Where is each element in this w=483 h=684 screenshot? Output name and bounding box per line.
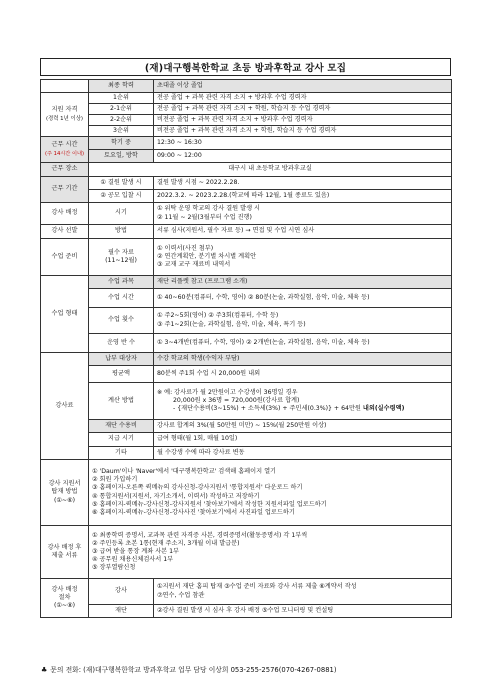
- foundation-sub: 재단: [89, 605, 154, 618]
- table-row: [41, 447, 452, 460]
- table-row: [41, 190, 452, 203]
- subject-sub: 수업 과목: [89, 276, 154, 289]
- class-time-value: ① 40~60분(컴퓨터, 수학, 영어) ② 80분(논술, 과학실험, 음악, 미술, 체육 등): [154, 289, 452, 308]
- table-row: [41, 150, 452, 163]
- table-row: 강사 배정 시기 ① 위탁 운영 학교의 강사 결원 발생 시 ② 11월 ~ 2월(3월부터 수업 진행): [41, 203, 452, 225]
- class-time-sub: 수업 시간: [89, 289, 154, 308]
- selection-label: 강사 선발: [41, 225, 89, 239]
- education-value: 초대졸 이상 졸업: [154, 80, 452, 93]
- class-form-label: 수업 형태: [41, 276, 89, 353]
- pay-label: 강사료: [41, 353, 89, 460]
- work-time-value: 09:00 ~ 12:00: [154, 150, 452, 163]
- table-row: 강사 지원서 탑재 방법 (①~⑥) ① 'Daum'이나 'Naver'에서 '대구행복한학교' 검색해 홈페이지 열기 ② 회원 가입하기 ③ 홈페이지-오른쪽 퀵메뉴의 강사신청-강사지원서 '통합지원서' 다운로드 하기 ④ 통합지원서(지원서, 자기소개서, 이력서) 작성하고 저장하기 ⑤ 홈페이지-퀵메뉴-강사신청-강사지원서 '찾아보기'에서 작성한 지원서파일 업로드하기 ⑥ 홈페이지-퀵메뉴-강사신청-강사사진 '찾아보기'에서 사진파일 업로드하기: [41, 460, 452, 526]
- document-title: (재)대구행복한학교 초등 방과후학교 강사 모집: [40, 58, 451, 76]
- fee-sub: 재단 수용비: [89, 420, 154, 433]
- rank-text: 전공 졸업 + 과목 관련 자격 소지 + 학원, 학습지 등 수업 경력자: [154, 104, 452, 115]
- average-sub: 평균액: [89, 366, 154, 383]
- work-period-label: 근무 기간: [41, 177, 89, 203]
- etc-sub: 기타: [89, 447, 154, 460]
- operation-sub: 운영 반 수: [89, 334, 154, 353]
- contact-footer: [41, 664, 461, 674]
- table-row: 수업 횟수 ① 주2~5회(영어) ② 주3회(컴퓨터, 수학 등) ③ 주1~2회(논술, 과학실험, 음악, 미술, 체육, 특기 등): [41, 308, 452, 334]
- rank-text: 비전공 졸업 + 과목 관련 자격 소지 + 방과후 수업 경력자: [154, 115, 452, 126]
- qualification-label: 지원 자격 (경력 1년 이상): [41, 93, 89, 137]
- table-row: 수업 준비 필수 자료 (11~12월) ① 이력서(사진 첨부) ② 연간계획안, 분기별 차시별 계획안 ③ 교재 교구 재료비 내역서: [41, 239, 452, 276]
- table-row: [41, 93, 452, 104]
- table-row: [41, 353, 452, 366]
- work-place-value: 대구시 내 초등학교 방과후교실: [89, 163, 452, 177]
- rank-text: 비전공 졸업 + 과목 관련 자격 소지 + 학원, 학습지 등 수업 경력자: [154, 126, 452, 137]
- rank-label: 1순위: [89, 93, 154, 104]
- table-row: [41, 163, 452, 177]
- average-value: 80분씩 주1회 수업 시 20,000원 내외: [154, 366, 452, 383]
- work-period-value: 결원 발생 시점 ~ 2022.2.28.: [154, 177, 452, 190]
- fee-value: 강사료 합계의 3%(월 50만원 미만) ~ 15%(월 250만원 이상): [154, 420, 452, 433]
- rank-text: 전공 졸업 + 과목 관련 자격 소지 + 방과후 수업 경력자: [154, 93, 452, 104]
- work-period-sub: ② 공모 입찰 시: [89, 190, 154, 203]
- class-count-sub: 수업 횟수: [89, 308, 154, 334]
- subject-value: 재단 리플렛 참고 (프로그램 소개): [154, 276, 452, 289]
- table-row: [41, 104, 452, 115]
- docs-label: 강사 배정 후 제출 서류: [41, 526, 89, 579]
- table-row: 강사 배정 절차 (①~⑧) 강사 ①지원서 재단 홈피 탑재 ③수업 준비 자료와 강사 서류 제출 ⑥계약서 작성 ⑦연수, 수업 참관: [41, 579, 452, 605]
- table-row: [41, 334, 452, 353]
- table-row: [41, 433, 452, 447]
- table-row: [41, 420, 452, 433]
- payer-value: 수강 학교의 학생(수익자 부담): [154, 353, 452, 366]
- rank-label: 2-2순위: [89, 115, 154, 126]
- rank-label: 3순위: [89, 126, 154, 137]
- instructor-sub: 강사: [89, 579, 154, 605]
- table-row: [41, 289, 452, 308]
- payer-sub: 납부 대상자: [89, 353, 154, 366]
- club-icon: ♣: [41, 666, 48, 674]
- table-row: [41, 115, 452, 126]
- selection-sub: 방법: [89, 225, 154, 239]
- recruitment-table: [40, 79, 452, 618]
- apply-label: 강사 지원서 탑재 방법 (①~⑥): [41, 460, 89, 526]
- work-place-label: 근무 장소: [41, 163, 89, 177]
- selection-value: 서류 심사(지원서, 필수 자료 등) → 면접 및 수업 시연 심사: [154, 225, 452, 239]
- table-row: [41, 177, 452, 190]
- table-row: 계산 방법 ※ 예: 강사료가 월 2만원이고 수강생이 36명일 경우 20,000원 x 36명 = 720,000원(강사료 합계) - {재단수용비(3~15%) + 소득세(3%) + 주민세(0.3%)} + 64만원 내외(실수령액): [41, 383, 452, 420]
- rank-label: 2-1순위: [89, 104, 154, 115]
- work-time-sub: 학기 중: [89, 137, 154, 150]
- work-time-value: 12:30 ~ 16:30: [154, 137, 452, 150]
- foundation-value: ②강사 결원 발생 시 심사 후 강사 배정 ⑤수업 모니터링 및 컨설팅: [154, 605, 452, 618]
- table-row: [41, 80, 452, 93]
- education-label: 최종 학력: [89, 80, 154, 93]
- table-row: [41, 276, 452, 289]
- etc-value: 월 수강생 수에 따라 강사료 변동: [154, 447, 452, 460]
- table-row: [41, 605, 452, 618]
- operation-value: ① 3~4개반(컴퓨터, 수학, 영어) ② 2개반(논술, 과학실험, 음악, 미술, 체육 등): [154, 334, 452, 353]
- payday-sub: 지급 시기: [89, 433, 154, 447]
- prep-sub: 필수 자료 (11~12월): [89, 239, 154, 276]
- table-row: [41, 225, 452, 239]
- work-time-label: 근무 시간 (주 14시간 이내): [41, 137, 89, 163]
- calc-sub: 계산 방법: [89, 383, 154, 420]
- assignment-sub: 시기: [89, 203, 154, 225]
- procedure-label: 강사 배정 절차 (①~⑧): [41, 579, 89, 618]
- work-period-value: 2022.3.2. ~ 2023.2.28.(학교에 따라 12월, 1월 종료도 있음): [154, 190, 452, 203]
- payday-value: 급여 형태(월 1회, 매월 10일): [154, 433, 452, 447]
- assignment-label: 강사 배정: [41, 203, 89, 225]
- work-period-sub: ① 결원 발생 시: [89, 177, 154, 190]
- contact-text: 문의 전화: (재)대구행복한학교 방과후학교 업무 담당 이상희 053-255-2576(070-4267-0881): [50, 666, 337, 674]
- table-row: [41, 137, 452, 150]
- table-row: [41, 126, 452, 137]
- prep-label: 수업 준비: [41, 239, 89, 276]
- work-time-sub: 토요일, 방학: [89, 150, 154, 163]
- table-row: 강사 배정 후 제출 서류 ① 최종학력 증명서, 교과목 관련 자격증 사본, 경력증명서(활동증명서) 각 1부씩 ② 주민등록 초본 1통(현재 주소지, 3개월 이내 발급분) ③ 급여 받을 통장 계좌 사본 1부 ④ 공무원 채용신체검사서 1부 ⑤ 장부열람신청: [41, 526, 452, 579]
- table-row: [41, 366, 452, 383]
